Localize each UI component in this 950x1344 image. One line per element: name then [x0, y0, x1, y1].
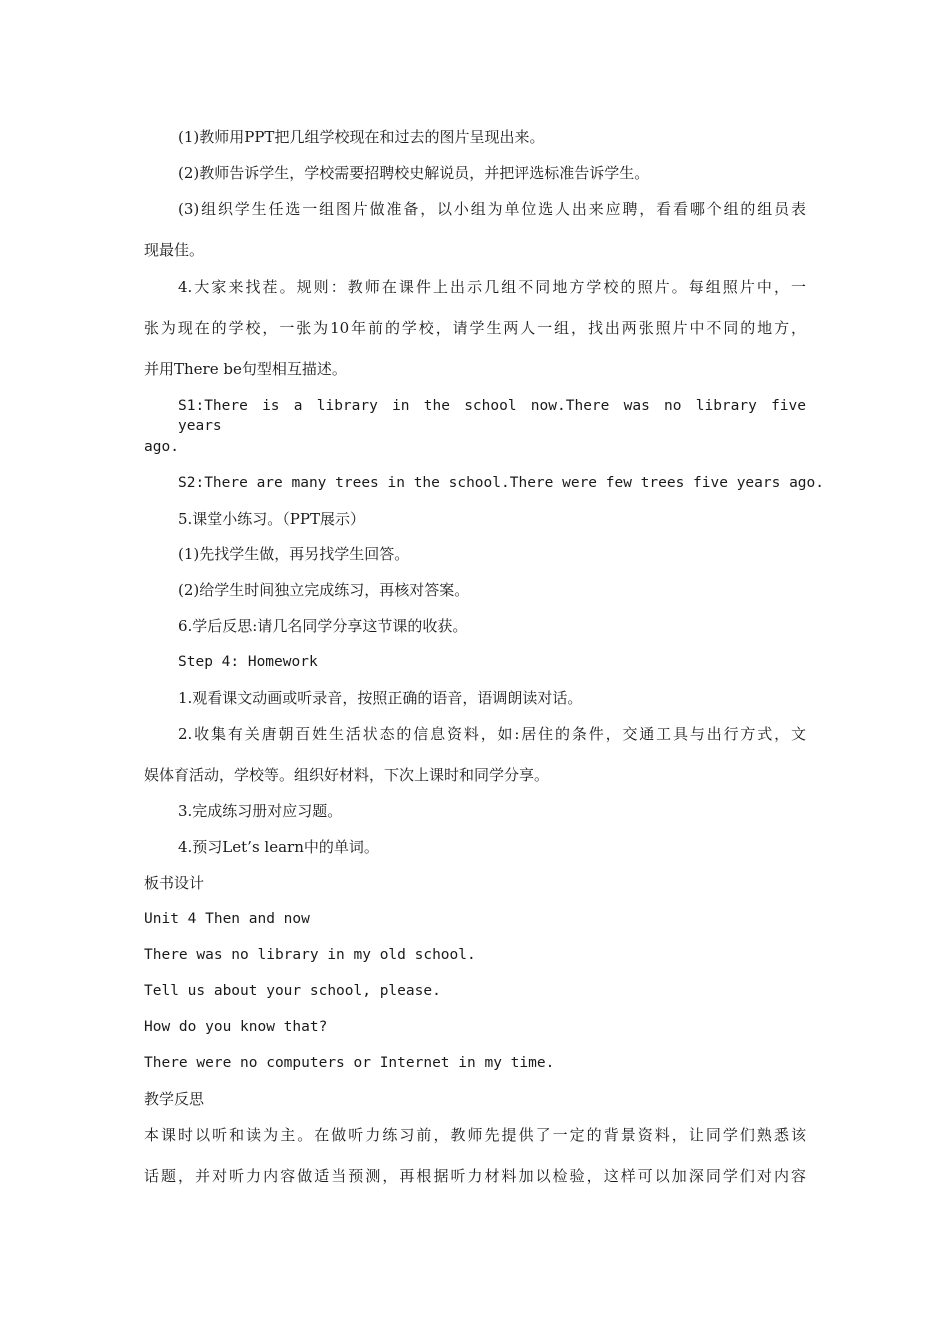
reflection-heading: 教学反思: [144, 1090, 205, 1108]
homework-2: 2.收集有关唐朝百姓生活状态的信息资料，如:居住的条件，交通工具与出行方式，文: [178, 725, 806, 743]
step-item-3: (3)组织学生任选一组图片做准备，以小组为单位选人出来应聘，看看哪个组的组员表: [178, 200, 806, 218]
board-line-1: Unit 4 Then and now: [144, 911, 310, 927]
dialogue-s1: S1:There is a library in the school now.There was no library five years: [178, 398, 806, 434]
dialogue-s1-cont: ago.: [144, 439, 179, 455]
activity-6: 6.学后反思:请几名同学分享这节课的收获。: [178, 617, 468, 635]
step-item-1: (1)教师用PPT把几组学校现在和过去的图片呈现出来。: [178, 128, 545, 146]
board-line-5: There were no computers or Internet in my time.: [144, 1055, 555, 1071]
homework-1: 1.观看课文动画或听录音，按照正确的语音，语调朗读对话。: [178, 689, 583, 707]
homework-3: 3.完成练习册对应习题。: [178, 802, 343, 820]
activity-4-cont-2: 并用There be句型相互描述。: [144, 360, 347, 378]
activity-4-cont-1: 张为现在的学校，一张为10年前的学校，请学生两人一组，找出两张照片中不同的地方，: [144, 319, 806, 337]
step-4-heading: Step 4: Homework: [178, 654, 318, 670]
step-item-3-cont: 现最佳。: [144, 241, 205, 259]
reflection-para-line-1: 本课时以听和读为主。在做听力练习前，教师先提供了一定的背景资料，让同学们熟悉该: [144, 1126, 806, 1144]
homework-4: 4.预习Let’s learn中的单词。: [178, 838, 379, 856]
board-line-2: There was no library in my old school.: [144, 947, 476, 963]
homework-2-cont: 娱体育活动，学校等。组织好材料，下次上课时和同学分享。: [144, 766, 550, 784]
board-design-heading: 板书设计: [144, 874, 205, 892]
board-line-3: Tell us about your school, please.: [144, 983, 441, 999]
activity-5-item-1: (1)先找学生做，再另找学生回答。: [178, 545, 410, 563]
activity-5: 5.课堂小练习。（PPT展示）: [178, 510, 366, 528]
dialogue-s2: S2:There are many trees in the school.There were few trees five years ago.: [178, 475, 825, 491]
activity-4: 4.大家来找茬。规则：教师在课件上出示几组不同地方学校的照片。每组照片中，一: [178, 278, 806, 296]
board-line-4: How do you know that?: [144, 1019, 328, 1035]
reflection-para-line-2: 话题，并对听力内容做适当预测，再根据听力材料加以检验，这样可以加深同学们对内容: [144, 1167, 806, 1185]
step-item-2: (2)教师告诉学生，学校需要招聘校史解说员，并把评选标准告诉学生。: [178, 164, 650, 182]
activity-5-item-2: (2)给学生时间独立完成练习，再核对答案。: [178, 581, 470, 599]
